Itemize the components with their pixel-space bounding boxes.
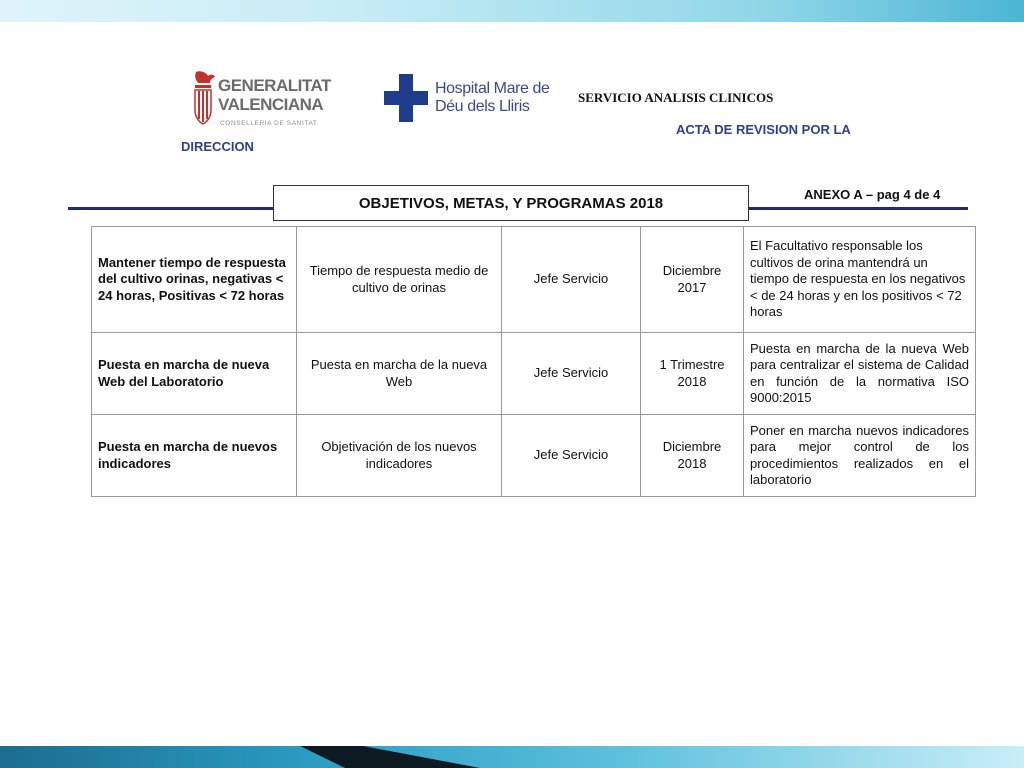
description-cell: Puesta en marcha de la nueva Web para centralizar el sistema de Calidad en función de la normativa ISO 9000:2015 [744,333,976,415]
generalitat-valenciana-logo [190,70,331,136]
acta-title-line2: DIRECCION [181,139,254,154]
gv-logo-line2: VALENCIANA [218,95,324,114]
bottom-decorative-band [0,746,1024,768]
objective-cell: Puesta en marcha de nuevos indicadores [92,415,297,497]
responsible-cell: Jefe Servicio [502,333,641,415]
goal-cell: Puesta en marcha de la nueva Web [297,333,502,415]
deadline-cell: Diciembre 2018 [641,415,744,497]
deadline-cell: 1 Trimestre 2018 [641,333,744,415]
objective-cell: Puesta en marcha de nueva Web del Laboratorio [92,333,297,415]
blue-cross-icon [384,74,428,122]
table-row [92,415,976,497]
valencian-coat-of-arms-icon [190,70,216,126]
bottom-band-wedge [300,746,480,768]
service-title: SERVICIO ANALISIS CLINICOS [578,90,774,105]
section-title: OBJETIVOS, METAS, Y PROGRAMAS 2018 [273,185,749,221]
responsible-cell: Jefe Servicio [502,415,641,497]
description-cell: Poner en marcha nuevos indicadores para mejor control de los procedimientos realizados en el laboratorio [744,415,976,497]
responsible-cell: Jefe Servicio [502,227,641,333]
description-cell: El Facultativo responsable los cultivos de orina mantendrá un tiempo de respuesta en los negativos < de 24 horas y en los positivos < 72 horas [744,227,976,333]
annex-page-label: ANEXO A – pag 4 de 4 [804,187,941,202]
table-row [92,333,976,415]
hospital-name-line2: Déu dels Lliris [435,98,530,115]
goal-cell: Objetivación de los nuevos indicadores [297,415,502,497]
deadline-cell: Diciembre 2017 [641,227,744,333]
top-decorative-band [0,0,1024,22]
hospital-name-line1: Hospital Mare de [435,80,550,97]
goal-cell: Tiempo de respuesta medio de cultivo de orinas [297,227,502,333]
gv-logo-line1: GENERALITAT [218,76,331,95]
acta-title-line1: ACTA DE REVISION POR LA [676,122,851,137]
objective-cell: Mantener tiempo de respuesta del cultivo orinas, negativas < 24 horas, Positivas < 72 horas [92,227,297,333]
gv-logo-subtitle: CONSELLERIA DE SANITAT [220,120,318,127]
hospital-logo [384,74,550,126]
objectives-table [91,226,976,497]
table-row [92,227,976,333]
